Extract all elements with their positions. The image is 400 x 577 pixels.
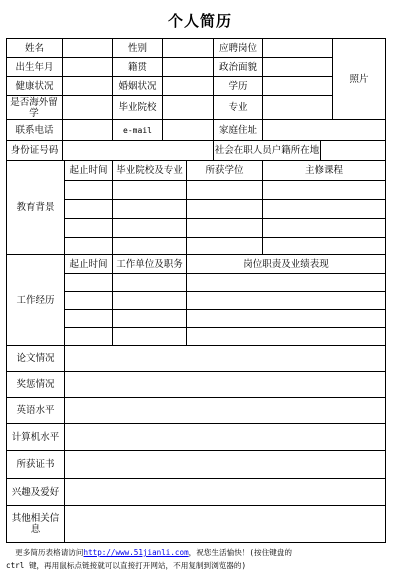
label-native-place: 籍贯 <box>127 61 147 73</box>
label-overseas: 是否海外留学 <box>10 96 58 119</box>
edu-header-school-major: 毕业院校及专业 <box>116 165 183 176</box>
edu-header-courses: 主修课程 <box>304 165 343 176</box>
section-thesis: 论文情况 <box>16 353 55 364</box>
footer-line-2: ctrl 键，再用鼠标点链接就可以直接打开网站，不用复制到浏览器的) <box>6 561 247 570</box>
section-work: 工作经历 <box>16 294 55 306</box>
row-divider <box>6 505 386 506</box>
label-phone: 联系电话 <box>15 124 54 136</box>
table-border <box>6 542 386 543</box>
website-link[interactable]: http://www.51jianli.com <box>83 548 189 557</box>
footer-line-1 <box>6 546 398 559</box>
label-degree: 学历 <box>228 80 248 92</box>
section-hobbies: 兴趣及爱好 <box>11 486 60 498</box>
section-awards: 奖惩情况 <box>16 379 55 390</box>
label-gender: 性别 <box>127 42 147 54</box>
row-divider <box>6 140 386 141</box>
col-divider <box>262 38 263 140</box>
col-divider <box>64 160 65 543</box>
label-id-number: 身份证号码 <box>10 145 59 156</box>
edu-header-degree: 所获学位 <box>205 165 244 176</box>
col-divider <box>62 38 63 160</box>
label-name: 姓名 <box>24 42 44 54</box>
label-position-applied: 应聘岗位 <box>218 42 257 54</box>
label-email: e-mail <box>123 125 152 135</box>
section-education: 教育背景 <box>16 202 55 213</box>
label-marital: 婚姻状况 <box>118 80 157 92</box>
label-political-status: 政治面貌 <box>218 61 257 73</box>
label-health: 健康状况 <box>15 80 54 92</box>
label-graduate-school: 毕业院校 <box>118 102 157 113</box>
row-divider <box>6 119 386 120</box>
col-divider <box>162 38 163 140</box>
work-header-duties: 岗位职责及业绩表现 <box>243 258 329 270</box>
photo-box: 照片 <box>349 73 369 85</box>
label-birth: 出生年月 <box>15 61 54 73</box>
work-header-period: 起止时间 <box>69 258 108 270</box>
table-border <box>385 38 386 543</box>
section-other: 其他相关信息 <box>11 513 60 535</box>
label-major: 专业 <box>228 102 248 113</box>
footer-prefix: 更多简历表格请访问 <box>15 548 84 557</box>
label-hukou: 社会在职人员户籍所在地 <box>214 145 320 156</box>
section-english: 英语水平 <box>16 405 55 416</box>
footer-suffix: ，祝您生活愉快！(按住键盘的 <box>188 548 292 557</box>
col-divider <box>320 140 321 160</box>
label-home-address: 家庭住址 <box>218 124 257 136</box>
footer-note <box>6 546 398 572</box>
table-border <box>6 38 386 39</box>
work-header-employer: 工作单位及职务 <box>116 258 183 270</box>
resume-title: 个人简历 <box>167 12 232 30</box>
edu-header-period: 起止时间 <box>69 165 108 176</box>
section-certificates: 所获证书 <box>16 459 55 470</box>
section-computer: 计算机水平 <box>11 431 60 443</box>
